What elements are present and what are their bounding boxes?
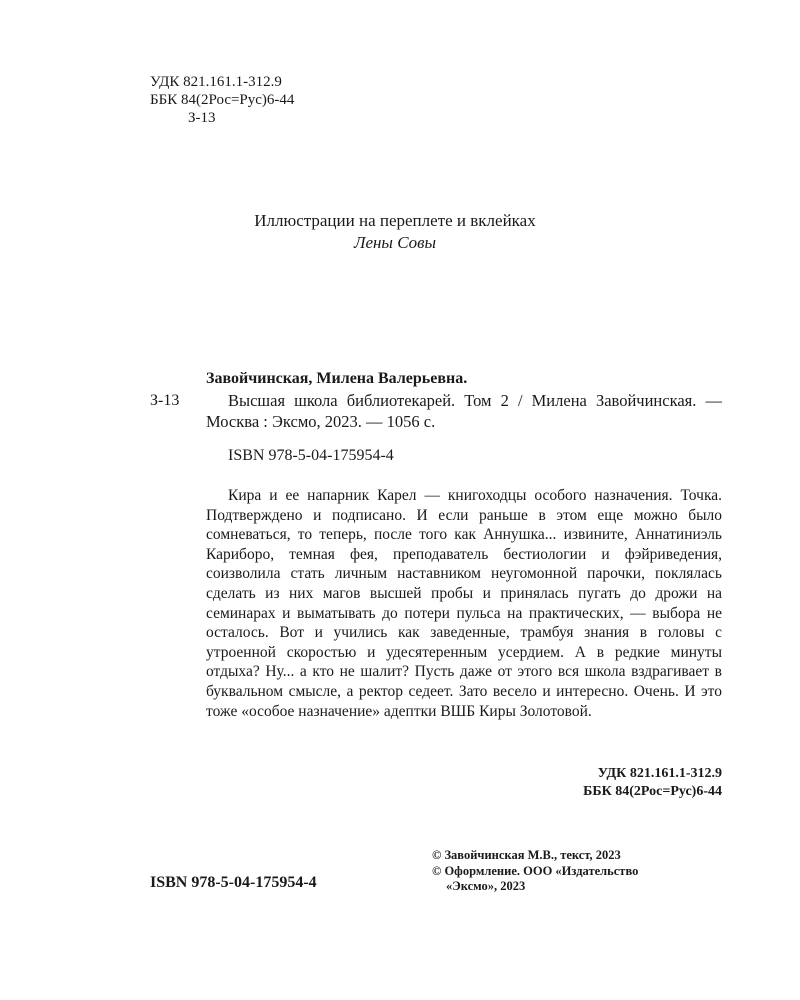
title-statement: Высшая школа библиотекарей. Том 2 / Милена Завойчинская. — Москва : Эксмо, 2023. — 1056 с. bbox=[206, 391, 722, 431]
illustrator-name: Лены Совы bbox=[353, 233, 437, 252]
bibliographic-record bbox=[206, 368, 722, 466]
bbk-code-right: ББК 84(2Рос=Рус)6-44 bbox=[583, 784, 722, 799]
classification-block bbox=[150, 73, 294, 127]
author-name: Завойчинская, Милена Валерьевна. bbox=[206, 370, 468, 387]
copyright-block bbox=[432, 848, 732, 895]
udk-code: УДК 821.161.1-312.9 bbox=[150, 74, 282, 90]
illustrations-credit bbox=[150, 210, 640, 254]
isbn-bottom: ISBN 978-5-04-175954-4 bbox=[150, 874, 317, 891]
udk-code-right: УДК 821.161.1-312.9 bbox=[597, 766, 722, 781]
bib-author-mark: З-13 bbox=[150, 392, 180, 409]
annotation-paragraph: Кира и ее напарник Карел — книгоходцы особого назначения. Точка. Подтверждено и подписано. И если раньше в этом еще можно было сомневаться, то теперь, после того как Аннушка... извините, Аннатиниэль Кариборо, темная фея, преподаватель бестиологии и фэйриведения, соизволила стать личным наставником неугомонной парочки, поклялась сделать из них магов высшей пробы и принялась пугать до дрожи на семинарах и выматывать до потери пульса на практических, — выбора не осталось. Вот и учились как заведенные, трамбуя знания в головы с утроенной скоростью и удесятеренным усердием. А в редкие минуты отдыха? Ну... а кто не шалит? Пусть даже от этого вся школа вздрагивает в буквальном смысле, а ректор седеет. Зато весело и интересно. Очень. И это тоже «особое назначение» адептки ВШБ Киры Золотовой. bbox=[206, 487, 722, 720]
author-mark: З-13 bbox=[188, 110, 216, 126]
copyright-design-line-2: «Эксмо», 2023 bbox=[446, 879, 526, 893]
illustrations-line: Иллюстрации на переплете и вклейках bbox=[254, 211, 536, 230]
isbn-record: ISBN 978-5-04-175954-4 bbox=[228, 447, 394, 464]
copyright-text-line: © Завойчинская М.В., текст, 2023 bbox=[432, 848, 621, 862]
copyright-design-line: © Оформление. ООО «Издательство bbox=[432, 863, 639, 878]
codes-right-block bbox=[450, 765, 722, 801]
bbk-code: ББК 84(2Рос=Рус)6-44 bbox=[150, 92, 295, 108]
